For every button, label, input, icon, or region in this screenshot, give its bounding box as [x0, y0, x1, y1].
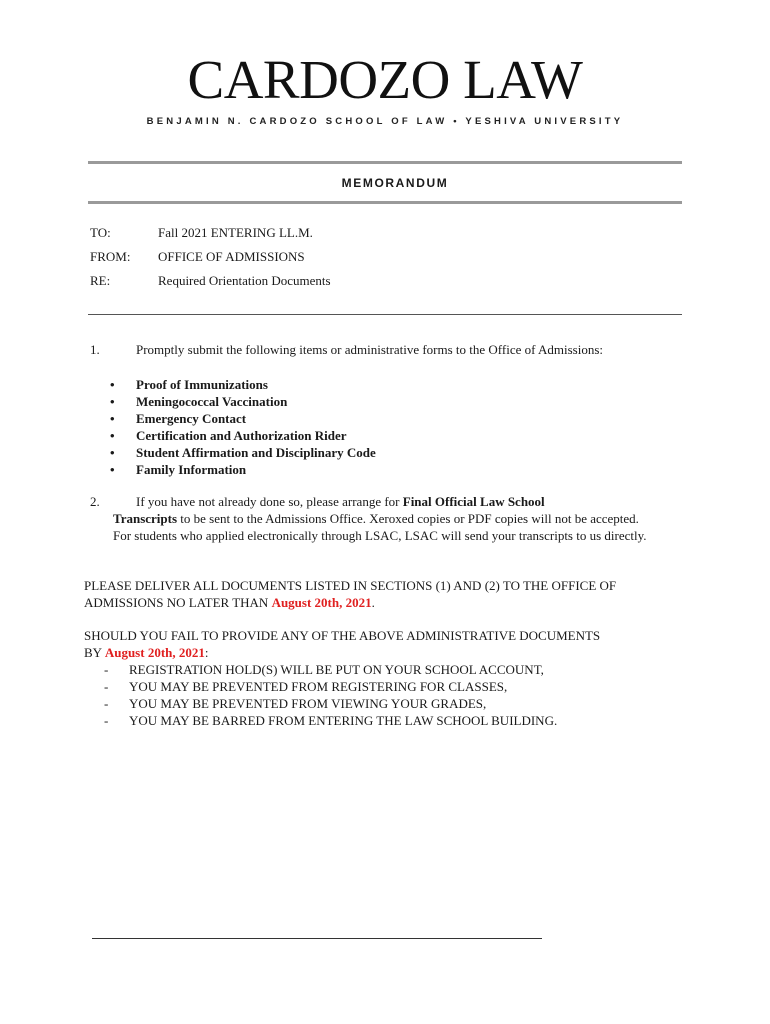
section-2	[90, 493, 660, 544]
bullet-icon: •	[110, 411, 115, 426]
consequence-text: REGISTRATION HOLD(S) WILL BE PUT ON YOUR SCHOOL ACCOUNT,	[129, 662, 544, 677]
document-item: Family Information	[136, 462, 247, 477]
memo-re-row	[90, 273, 331, 289]
dash-icon: -	[104, 713, 109, 728]
list-item	[110, 427, 376, 444]
fail-line-2-pre: BY	[84, 645, 105, 660]
bullet-icon: •	[110, 428, 115, 443]
section-2-text-pre: If you have not already done so, please arrange for	[136, 494, 403, 509]
section-1	[90, 341, 690, 358]
list-item	[110, 410, 376, 427]
deliver-end: .	[371, 595, 375, 610]
memo-to-value: Fall 2021 ENTERING LL.M.	[158, 225, 313, 240]
list-item	[84, 695, 674, 712]
list-item	[110, 393, 376, 410]
failure-consequences	[84, 627, 674, 729]
memo-title: MEMORANDUM	[341, 176, 449, 190]
memo-title-rule	[88, 201, 682, 204]
section-2-number: 2.	[90, 494, 100, 509]
fail-line-2-post: :	[204, 645, 209, 660]
list-item	[84, 678, 674, 695]
dash-icon: -	[104, 662, 109, 677]
fail-line-2	[84, 644, 674, 661]
document-item: Proof of Immunizations	[136, 377, 268, 392]
memo-from-label: FROM:	[90, 249, 131, 264]
memo-from-row	[90, 249, 305, 265]
consequence-text: YOU MAY BE BARRED FROM ENTERING THE LAW SCHOOL BUILDING.	[129, 713, 558, 728]
school-subtitle: BENJAMIN N. CARDOZO SCHOOL OF LAW • YESHIVA UNIVERSITY	[146, 116, 624, 127]
bullet-icon: •	[110, 445, 115, 460]
fail-line-1: SHOULD YOU FAIL TO PROVIDE ANY OF THE ABOVE ADMINISTRATIVE DOCUMENTS	[84, 628, 601, 643]
bullet-icon: •	[110, 462, 115, 477]
deadline-date: August 20th, 2021	[271, 595, 372, 610]
school-logo: CARDOZO LAW	[187, 49, 583, 110]
memo-to-label: TO:	[90, 225, 111, 240]
memo-re-value: Required Orientation Documents	[158, 273, 331, 288]
memo-to-row	[90, 225, 313, 241]
section-1-number: 1.	[90, 342, 100, 357]
memo-re-label: RE:	[90, 273, 111, 288]
document-item: Meningococcal Vaccination	[136, 394, 288, 409]
footer-rule	[92, 938, 542, 939]
dash-icon: -	[104, 696, 109, 711]
delivery-deadline-notice	[84, 577, 674, 611]
list-item	[110, 461, 376, 478]
list-item	[110, 376, 376, 393]
deadline-date: August 20th, 2021	[104, 645, 205, 660]
section-2-bold-2: Transcripts	[113, 511, 178, 526]
section-2-text-post: to be sent to the Admissions Office. Xeroxed copies or PDF copies will not be accepted. For students who applied electronically through LSAC, LSAC will send your transcripts to us directly.	[113, 511, 647, 543]
top-rule	[88, 161, 682, 164]
memo-from-value: OFFICE OF ADMISSIONS	[158, 249, 305, 264]
list-item	[110, 444, 376, 461]
document-item: Certification and Authorization Rider	[136, 428, 347, 443]
section-1-text: Promptly submit the following items or administrative forms to the Office of Admissions:	[136, 342, 603, 357]
bullet-icon: •	[110, 377, 115, 392]
deliver-text: PLEASE DELIVER ALL DOCUMENTS LISTED IN SECTIONS (1) AND (2) TO THE OFFICE OF ADMISSIONS NO LATER THAN	[84, 578, 617, 610]
list-item	[84, 712, 674, 729]
section-2-bold-1: Final Official Law School	[402, 494, 545, 509]
consequence-text: YOU MAY BE PREVENTED FROM REGISTERING FOR CLASSES,	[129, 679, 508, 694]
dash-icon: -	[104, 679, 109, 694]
consequence-text: YOU MAY BE PREVENTED FROM VIEWING YOUR GRADES,	[129, 696, 487, 711]
list-item	[84, 661, 674, 678]
bullet-icon: •	[110, 394, 115, 409]
header-divider	[88, 314, 682, 315]
consequences-list	[84, 661, 674, 729]
document-item: Student Affirmation and Disciplinary Code	[136, 445, 376, 460]
required-documents-list	[110, 376, 376, 478]
document-item: Emergency Contact	[136, 411, 247, 426]
